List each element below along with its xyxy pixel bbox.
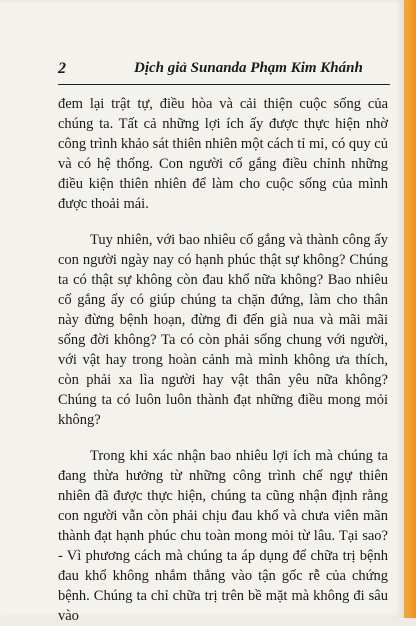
paragraph-1: đem lại trật tự, điều hòa và cải thiện cuộc sống của chúng ta. Tất cả những lợi ích ấy được thực hiện nhờ công trình khảo sát thiên nhiên một cách tỉ mỉ, có quy củ và có hệ thống. Con người cố gắng điều chỉnh những điều kiện thiên nhiên để làm cho cuộc sống của mình được thoải mái. (58, 96, 388, 212)
body-text (58, 94, 388, 626)
header-rule (58, 84, 390, 85)
book-cover-edge (404, 0, 416, 618)
page-header (58, 60, 388, 82)
running-head: Dịch giả Sunanda Phạm Kim Khánh (134, 60, 363, 76)
paragraph-3: Trong khi xác nhận bao nhiêu lợi ích mà chúng ta đang thừa hưởng từ những công trình chế ngự thiên nhiên đã được thực hiện, chúng ta cũng nhận định rằng con người vẫn còn phải chịu đau khổ và chưa viên mãn thành đạt hạnh phúc chu toàn mong mỏi từ lâu. Tại sao? - Vì phương cách mà chúng ta áp dụng để chữa trị bệnh đau khổ không nhắm thẳng vào tận gốc rễ của chứng bệnh. Chúng ta chỉ chữa trị trên bề mặt mà không đi sâu vào (58, 448, 388, 624)
paragraph-2: Tuy nhiên, với bao nhiêu cố gắng và thành công ấy con người ngày nay có hạnh phúc thật sự không? Chúng ta có thật sự không còn đau khổ nữa không? Bao nhiêu cố gắng ấy có giúp chúng ta chặn đứng, làm cho thân này đừng bệnh hoạn, đừng đi đến già nua và mãi mãi sống đời không? Ta có còn phải sống chung với người, với vật hay trong hoàn cảnh mà mình không ưa thích, còn phải xa lìa người hay vật thân yêu nữa không? Chúng ta có luôn luôn thành đạt những điều mong mỏi không? (58, 232, 388, 428)
page-number: 2 (58, 60, 66, 77)
